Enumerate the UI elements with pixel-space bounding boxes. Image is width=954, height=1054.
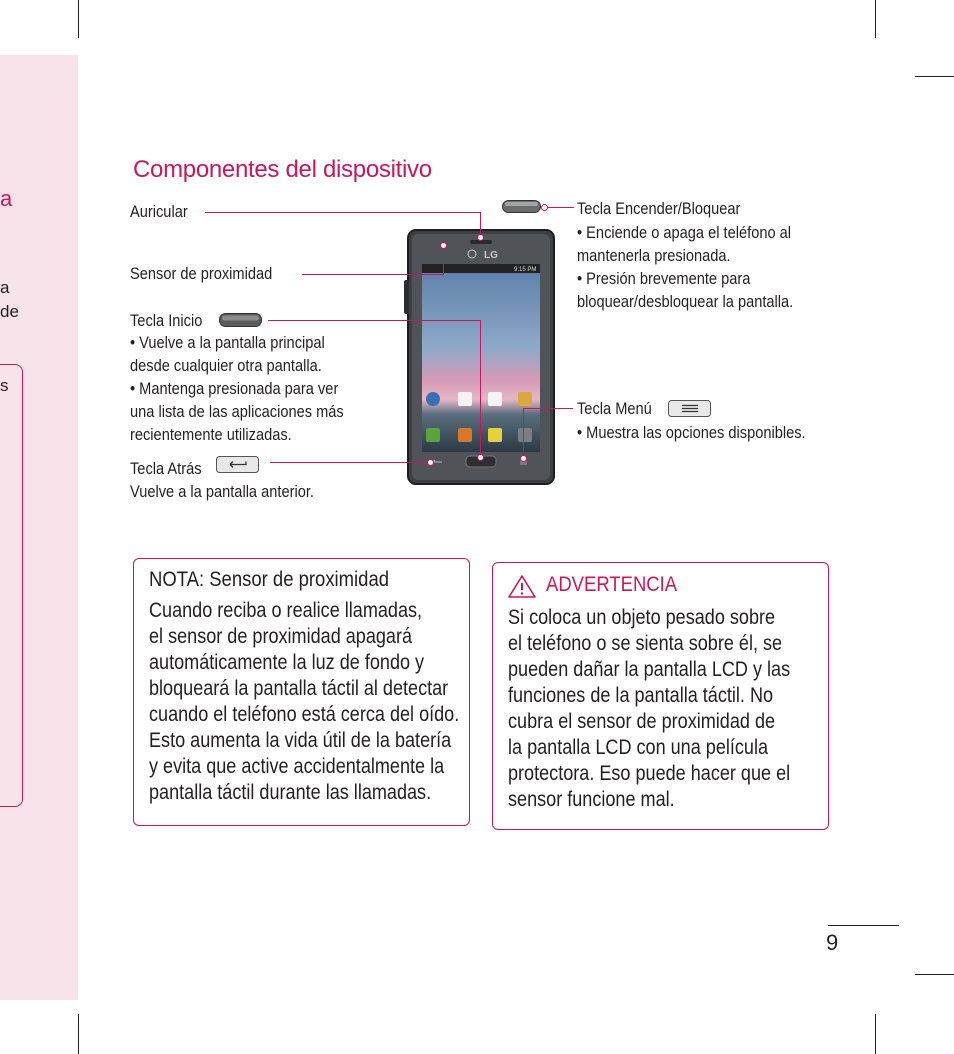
callout-line [302, 274, 444, 275]
warning-line: la pantalla LCD con una película [508, 736, 769, 759]
warning-line: sensor funcione mal. [508, 788, 675, 811]
crop-mark [78, 0, 79, 38]
callout-dot [427, 459, 434, 466]
bullet-item [577, 267, 793, 313]
note-line: el sensor de proximidad apagará [149, 625, 413, 648]
page-number-rule [828, 925, 899, 926]
warning-line: pueden dañar la pantalla LCD y las [508, 658, 791, 681]
callout-dot [541, 204, 548, 211]
bullet-line: • Vuelve a la pantalla principal [130, 333, 325, 352]
callout-line [270, 462, 433, 463]
page-number: 9 [826, 930, 839, 955]
note-line: automáticamente la luz de fondo y [149, 651, 425, 674]
crop-mark [78, 1014, 79, 1054]
previous-page-fragment: a [0, 278, 10, 297]
note-line: cuando el teléfono está cerca del oído. [149, 703, 460, 726]
encender-description [577, 221, 793, 313]
callout-line [443, 248, 444, 275]
label-auricular: Auricular [130, 202, 188, 221]
warning-line: protectora. Eso puede hacer que el [508, 762, 791, 785]
note-line: y evita que active accidentalmente la [149, 755, 445, 778]
note-line: Esto aumenta la vida útil de la batería [149, 729, 452, 752]
bullet-line: recientemente utilizadas. [130, 425, 292, 444]
bullet-line: • Mantenga presionada para ver [130, 379, 339, 398]
callout-line [523, 408, 573, 409]
crop-mark [915, 76, 954, 77]
warning-icon [507, 574, 537, 599]
callout-line [480, 320, 481, 457]
warning-title: ADVERTENCIA [546, 573, 678, 596]
note-text [149, 598, 459, 806]
note-title: NOTA: Sensor de proximidad [149, 568, 390, 591]
bullet-line: bloquear/desbloquear la pantalla. [577, 292, 794, 311]
bullet-line: una lista de las aplicaciones más [130, 402, 344, 421]
callout-line [547, 207, 574, 208]
label-tecla-menu: Tecla Menú [577, 399, 652, 418]
callout-line [268, 320, 481, 321]
bullet-line: • Muestra las opciones disponibles. [577, 423, 806, 442]
home-key-icon [219, 313, 263, 328]
phone-brand: LG [484, 250, 498, 261]
crop-mark [875, 1014, 876, 1054]
back-key-icon [216, 456, 260, 474]
menu-description [577, 421, 806, 444]
callout-dot [477, 234, 484, 241]
callout-line [205, 212, 481, 213]
warning-line: cubra el sensor de proximidad de [508, 710, 776, 733]
bullet-line: • Presión brevemente para [577, 269, 751, 288]
section-title: Componentes del dispositivo [133, 156, 432, 183]
label-tecla-atras: Tecla Atrás [130, 459, 202, 478]
menu-key-icon [668, 400, 712, 418]
crop-mark [875, 0, 876, 38]
inicio-description [130, 331, 344, 446]
note-line: Cuando reciba o realice llamadas, [149, 599, 423, 622]
warning-line: Si coloca un objeto pesado sobre [508, 606, 776, 629]
warning-line: funciones de la pantalla táctil. No [508, 684, 774, 707]
bullet-item [577, 221, 793, 267]
power-key-icon [502, 200, 542, 214]
callout-dot [477, 454, 484, 461]
bullet-line: mantenerla presionada. [577, 246, 731, 265]
previous-page-fragment: s [0, 376, 9, 395]
atras-description: Vuelve a la pantalla anterior. [130, 482, 314, 501]
warning-line: el teléfono o se sienta sobre él, se [508, 632, 783, 655]
phone-time: 9:15 PM [514, 267, 537, 273]
label-tecla-encender: Tecla Encender/Bloquear [577, 199, 741, 218]
callout-dot [520, 455, 527, 462]
crop-mark [915, 974, 954, 975]
label-sensor: Sensor de proximidad [130, 264, 273, 283]
bullet-item [130, 377, 344, 446]
previous-page-fragment: a [0, 186, 13, 211]
label-tecla-inicio-text: Tecla Inicio [130, 311, 203, 330]
previous-page-fragment: de [0, 302, 19, 321]
label-tecla-inicio [130, 311, 202, 331]
warning-text [508, 605, 790, 813]
callout-dot [440, 242, 447, 249]
callout-line [523, 408, 524, 458]
bullet-line: desde cualquier otra pantalla. [130, 356, 322, 375]
note-line: bloqueará la pantalla táctil al detectar [149, 677, 449, 700]
previous-page-box [0, 364, 23, 807]
bullet-item [130, 331, 344, 377]
note-line: pantalla táctil durante las llamadas. [149, 781, 432, 804]
bullet-line: • Enciende o apaga el teléfono al [577, 223, 792, 242]
